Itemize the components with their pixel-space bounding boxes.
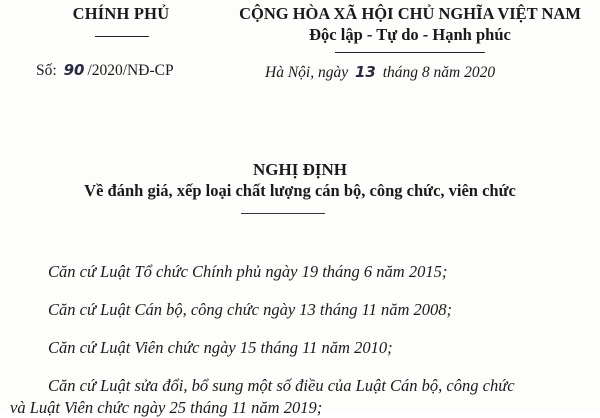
document-number-value: 90 (63, 61, 85, 79)
date-prefix: Hà Nội, ngày (265, 64, 349, 81)
issuing-agency: CHÍNH PHỦ (72, 4, 170, 23)
document-subject: Về đánh giá, xếp loại chất lượng cán bộ, công chức, viên chức (84, 181, 516, 200)
legal-basis-line: Căn cứ Luật Viên chức ngày 15 tháng 11 năm 2010; (48, 338, 393, 357)
document-number-prefix: Số: (36, 62, 57, 79)
motto-underline (335, 52, 485, 53)
legal-basis-line: Căn cứ Luật sửa đổi, bổ sung một số điều của Luật Cán bộ, công chức (48, 376, 515, 395)
legal-basis-line: Căn cứ Luật Cán bộ, công chức ngày 13 tháng 11 năm 2008; (48, 300, 453, 319)
document-type-title: NGHỊ ĐỊNH (253, 160, 347, 179)
document-number (36, 61, 174, 80)
legal-basis-line-continued: và Luật Viên chức ngày 25 tháng 11 năm 2019; (10, 398, 323, 417)
place-and-date (265, 63, 495, 82)
date-suffix: tháng 8 năm 2020 (382, 64, 496, 81)
document-number-suffix: /2020/NĐ-CP (87, 62, 174, 79)
national-title: CỘNG HÒA XÃ HỘI CHỦ NGHĨA VIỆT NAM (239, 4, 581, 23)
legal-basis-line: Căn cứ Luật Tổ chức Chính phủ ngày 19 tháng 6 năm 2015; (48, 262, 448, 281)
national-motto: Độc lập - Tự do - Hạnh phúc (309, 25, 511, 44)
date-day: 13 (354, 63, 376, 81)
agency-underline (95, 36, 149, 37)
subject-underline (241, 213, 325, 214)
